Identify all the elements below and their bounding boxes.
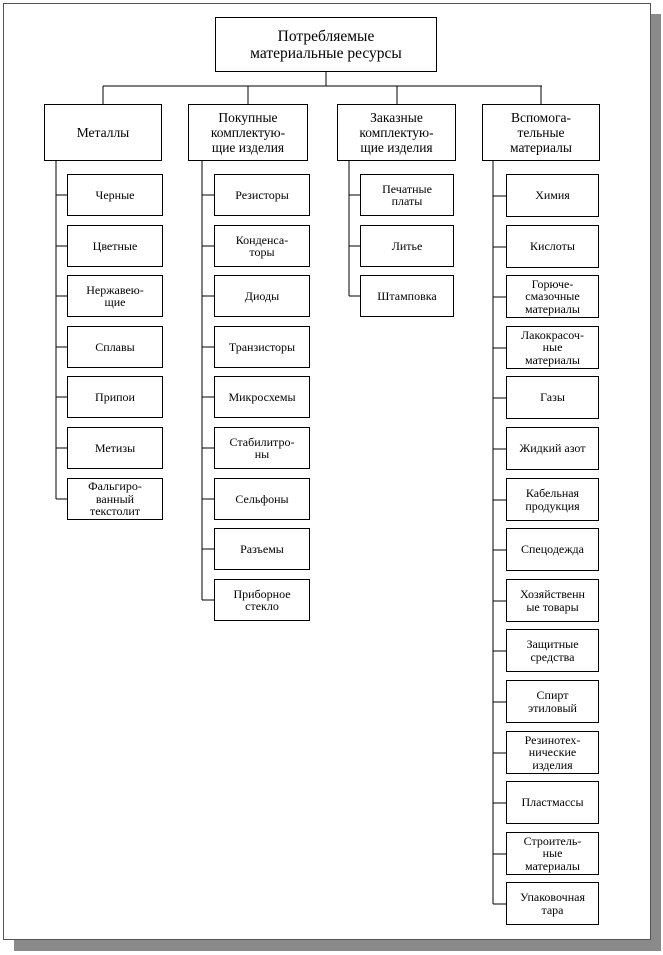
item-node: Микросхемы: [214, 376, 310, 418]
item-node: Сплавы: [67, 326, 163, 368]
item-node: Сельфоны: [214, 478, 310, 520]
item-node: Конденса- торы: [214, 225, 310, 267]
item-node: Кислоты: [506, 225, 599, 268]
item-node: Упаковочная тара: [506, 882, 599, 925]
item-node: Разъемы: [214, 528, 310, 570]
item-node: Резисторы: [214, 174, 310, 216]
item-node: Диоды: [214, 275, 310, 317]
category-node: Вспомога- тельные материалы: [482, 104, 600, 161]
item-node: Пластмассы: [506, 781, 599, 824]
item-node: Цветные: [67, 225, 163, 267]
item-node: Жидкий азот: [506, 427, 599, 470]
item-node: Горюче- смазочные материалы: [506, 275, 599, 318]
category-node: Заказные комплектую- щие изделия: [337, 104, 456, 161]
item-node: Строитель- ные материалы: [506, 832, 599, 875]
item-node: Черные: [67, 174, 163, 216]
item-node: Фальгиро- ванный текстолит: [67, 478, 163, 520]
item-node: Лакокрасоч- ные материалы: [506, 326, 599, 369]
item-node: Спирт этиловый: [506, 680, 599, 723]
item-node: Транзисторы: [214, 326, 310, 368]
item-node: Кабельная продукция: [506, 478, 599, 521]
category-node: Покупные комплектую- щие изделия: [188, 104, 308, 161]
item-node: Приборное стекло: [214, 579, 310, 621]
item-node: Газы: [506, 376, 599, 419]
item-node: Спецодежда: [506, 528, 599, 571]
item-node: Припои: [67, 376, 163, 418]
category-node: Металлы: [44, 104, 162, 161]
item-node: Печатные платы: [360, 174, 454, 216]
item-node: Штамповка: [360, 275, 454, 317]
item-node: Химия: [506, 174, 599, 217]
item-node: Защитные средства: [506, 629, 599, 672]
item-node: Метизы: [67, 427, 163, 469]
item-node: Нержавею- щие: [67, 275, 163, 317]
item-node: Стабилитро- ны: [214, 427, 310, 469]
item-node: Хозяйственн ые товары: [506, 579, 599, 622]
item-node: Литье: [360, 225, 454, 267]
root-node-title: Потребляемые материальные ресурсы: [215, 17, 437, 72]
item-node: Резинотех- нические изделия: [506, 731, 599, 774]
